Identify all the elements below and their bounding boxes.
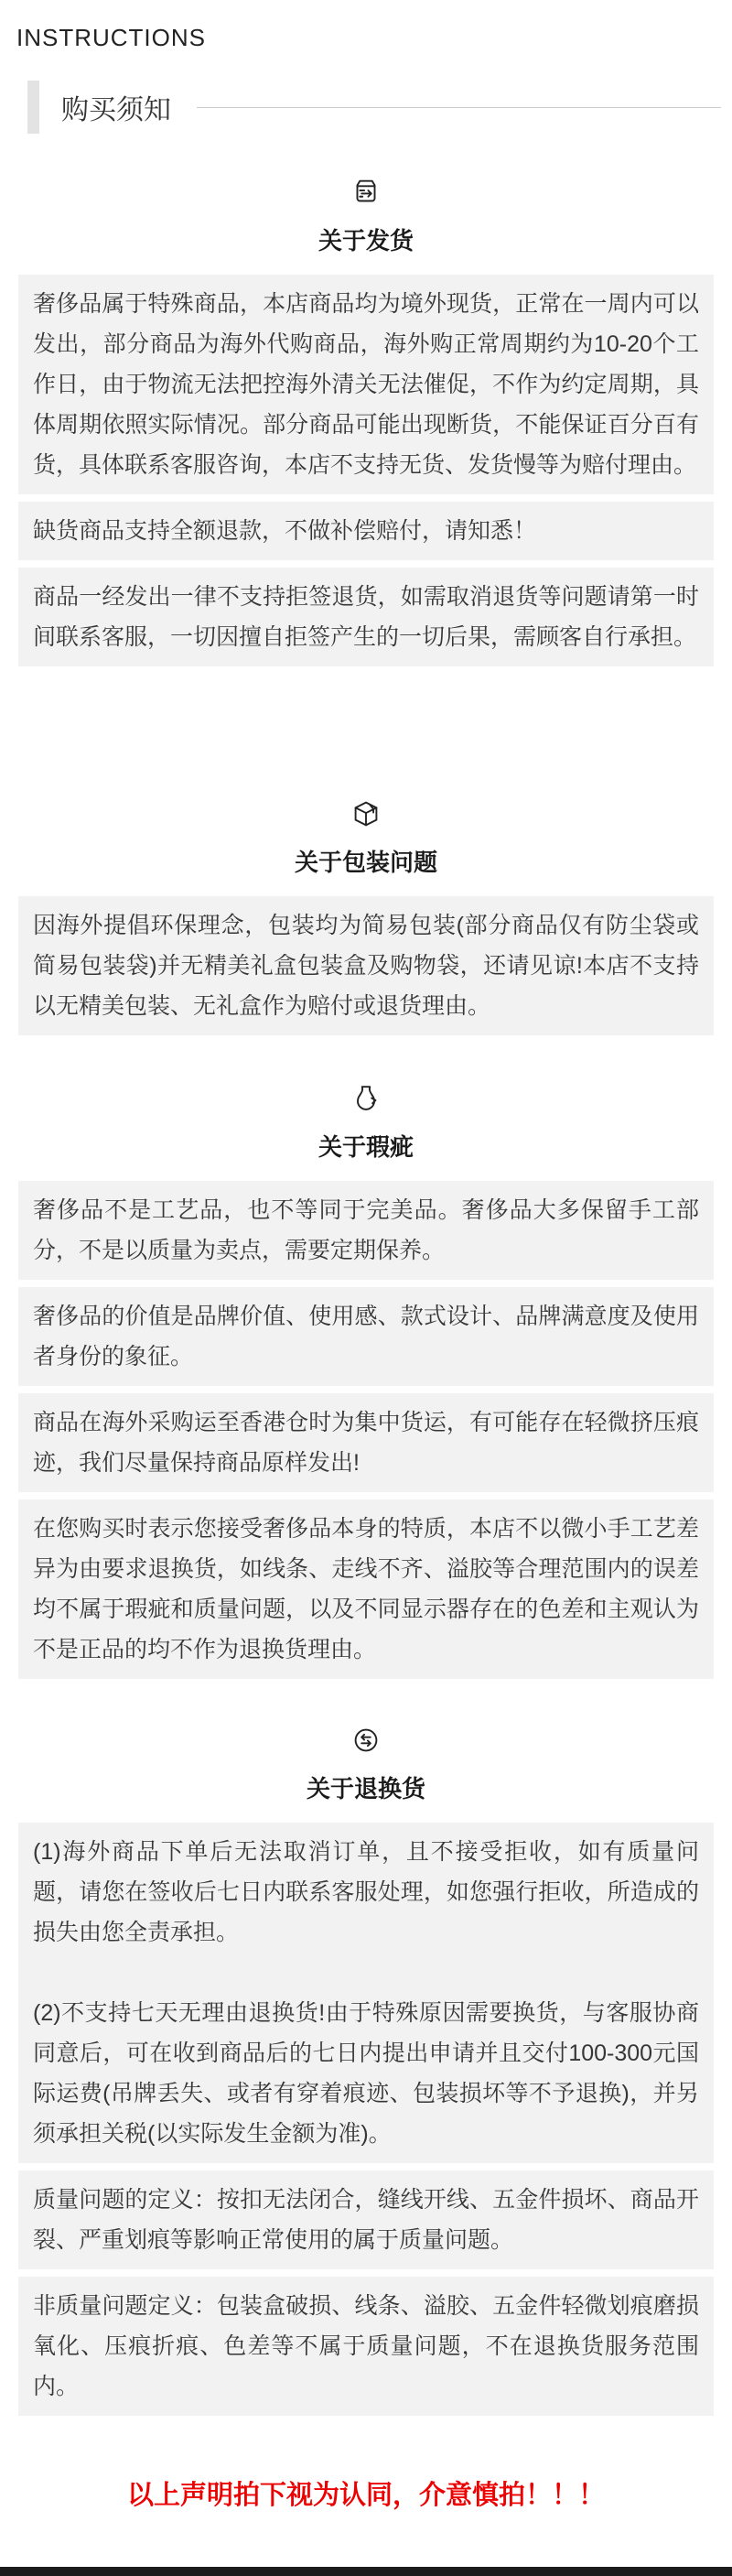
section-blocks	[18, 1823, 714, 2416]
page-eyebrow: INSTRUCTIONS	[16, 24, 206, 51]
section-title: 关于包装问题	[294, 849, 437, 876]
notice-paragraph: 奢侈品不是工艺品，也不等同于完美品。奢侈品大多保留手工部分，不是以质量为卖点，需要定期保养。	[33, 1197, 699, 1263]
exchange-arrows-icon	[349, 1723, 383, 1758]
section-title: 关于发货	[318, 227, 414, 254]
notice-block	[18, 568, 714, 666]
next-section-edge	[0, 2567, 732, 2576]
notice-block	[18, 1287, 714, 1386]
notice-block	[18, 1393, 714, 1492]
notice-paragraph: 在您购买时表示您接受奢侈品本身的特质，本店不以微小手工艺差异为由要求退换货，如线条、走线不齐、溢胶等合理范围内的误差均不属于瑕疵和质量问题，以及不同显示器存在的色差和主观认为不是正品的均不作为退换货理由。	[33, 1516, 699, 1662]
notice-block	[18, 896, 714, 1035]
notice-paragraph: 因海外提倡环保理念，包装均为简易包装(部分商品仅有防尘袋或简易包装袋)并无精美礼盒包装盒及购物袋，还请见谅!本店不支持以无精美包装、无礼盒作为赔付或退货理由。	[33, 913, 699, 1019]
section-title: 关于瑕疵	[318, 1133, 414, 1161]
section-title: 关于退换货	[306, 1775, 425, 1802]
section-shipping	[0, 175, 732, 666]
warning-note: 以上声明拍下视为认同，介意慎拍！！！	[126, 2481, 605, 2510]
notice-block	[18, 1181, 714, 1280]
notice-block	[18, 2170, 714, 2269]
notice-block	[18, 502, 714, 560]
heading-divider-line	[197, 107, 721, 108]
notice-paragraph: 奢侈品属于特殊商品，本店商品均为境外现货，正常在一周内可以发出，部分商品为海外代购商品，海外购正常周期约为10-20个工作日，由于物流无法把控海外清关无法催促，不作为约定周期，具体周期依照实际情况。部分商品可能出现断货，不能保证百分百有货，具体联系客服咨询，本店不支持无货、发货慢等为赔付理由。	[33, 291, 699, 478]
notice-paragraph: (2)不支持七天无理由退换货!由于特殊原因需要换货，与客服协商同意后，可在收到商品后的七日内提出申请并且交付100-300元国际运费(吊牌丢失、或者有穿着痕迹、包装损坏等不予退换)，并另须承担关税(以实际发生金额为准)。	[33, 2000, 699, 2147]
vase-icon	[349, 1081, 383, 1116]
notice-block	[18, 2277, 714, 2416]
notice-paragraph: (1)海外商品下单后无法取消订单，且不接受拒收，如有质量问题，请您在签收后七日内联系客服处理，如您强行拒收，所造成的损失由您全责承担。	[33, 1839, 699, 1945]
shipping-box-arrow-icon	[349, 175, 383, 210]
section-returns	[0, 1723, 732, 2416]
page-heading-row	[27, 80, 732, 135]
notice-paragraph: 质量问题的定义：按扣无法闭合，缝线开线、五金件损坏、商品开裂、严重划痕等影响正常使用的属于质量问题。	[33, 2187, 699, 2253]
notice-paragraph: 奢侈品的价值是品牌价值、使用感、款式设计、品牌满意度及使用者身份的象征。	[33, 1304, 699, 1369]
notice-paragraph: 商品一经发出一律不支持拒签退货，如需取消退货等问题请第一时间联系客服，一切因擅自拒签产生的一切后果，需顾客自行承担。	[33, 584, 699, 650]
notice-paragraph: 非质量问题定义：包装盒破损、线条、溢胶、五金件轻微划痕磨损氧化、压痕折痕、色差等不属于质量问题，不在退换货服务范围内。	[33, 2293, 699, 2399]
section-blocks	[18, 896, 714, 1035]
section-packaging	[0, 796, 732, 1035]
package-box-icon	[349, 796, 383, 831]
section-blocks	[18, 275, 714, 666]
notice-block	[18, 1823, 714, 2163]
heading-accent-bar	[27, 81, 39, 134]
notice-paragraph: 缺货商品支持全额退款，不做补偿赔付，请知悉！	[33, 518, 537, 544]
notice-block	[18, 1499, 714, 1679]
section-flaws	[0, 1081, 732, 1679]
page-title: 购买须知	[61, 95, 171, 125]
notice-paragraph: 商品在海外采购运至香港仓时为集中货运，有可能存在轻微挤压痕迹，我们尽量保持商品原样发出!	[33, 1410, 699, 1476]
section-blocks	[18, 1181, 714, 1679]
sections	[0, 175, 732, 2416]
notice-block	[18, 275, 714, 494]
